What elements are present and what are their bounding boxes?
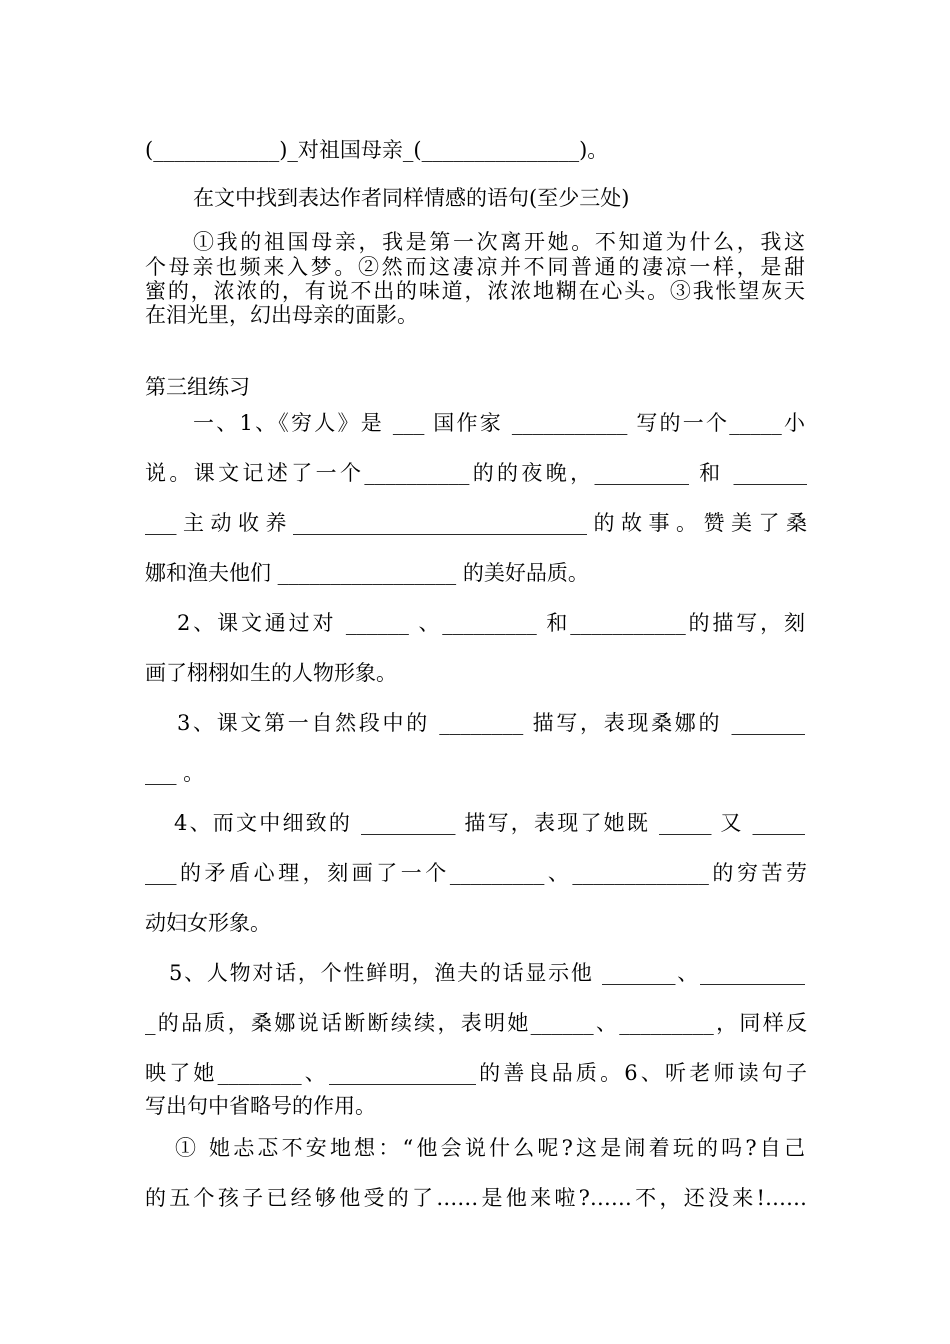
answer-text-line: 蜜的，浓浓的，有说不出的味道，浓浓地糊在心头。③我怅望灰天	[145, 279, 805, 303]
question-line: 4、而文中细致的 _________ 描写，表现了她既 _____ 又 _____	[174, 811, 805, 835]
question-line: 写出句中省略号的作用。	[145, 1094, 376, 1118]
question-line: 说。课文记述了一个__________的的夜晚，_________ 和 _______	[145, 461, 807, 485]
section-heading: 第三组练习	[145, 375, 250, 399]
quote-line: 的五个孩子已经够他受的了……是他来啦?……不，还没来!……	[145, 1186, 807, 1210]
question-line: 一、1、《穷人》是 ___ 国作家 ___________ 写的一个_____小	[193, 411, 805, 435]
question-line: 画了栩栩如生的人物形象。	[145, 661, 397, 685]
answer-line: (____________)_对祖国母亲_(_______________)。	[145, 138, 609, 162]
question-line: _的品质，桑娜说话断断续续，表明她______、_________，同样反	[145, 1011, 807, 1035]
question-line: 5、人物对话，个性鲜明，渔夫的话显示他 _______、__________	[169, 961, 805, 985]
question-line: 2、课文通过对 ______ 、_________ 和___________的描写，刻	[177, 611, 805, 635]
question-line: ___ 。	[145, 761, 205, 785]
answer-text-line: 个母亲也频来入梦。②然而这凄凉并不同普通的凄凉一样，是甜	[145, 255, 805, 279]
question-line: 3、课文第一自然段中的 ________ 描写，表现桑娜的 _______	[177, 711, 805, 735]
question-line: ___主动收养____________________________的故事。赞美了桑	[145, 511, 807, 535]
question-line: 娜和渔夫他们 _________________ 的美好品质。	[145, 561, 589, 585]
question-line: ___的矛盾心理，刻画了一个_________、_____________的穷苦劳	[145, 861, 807, 885]
answer-text-line: ①我的祖国母亲，我是第一次离开她。不知道为什么，我这	[193, 230, 805, 254]
answer-text-line: 在泪光里，幻出母亲的面影。	[145, 303, 418, 327]
question-line: 映了她________、______________的善良品质。6、听老师读句子	[145, 1061, 807, 1085]
question-line: 动妇女形象。	[145, 911, 271, 935]
quote-line: ① 她忐忑不安地想：“他会说什么呢?这是闹着玩的吗?自己	[175, 1136, 805, 1160]
instruction-text: 在文中找到表达作者同样情感的语句(至少三处)	[193, 186, 630, 210]
